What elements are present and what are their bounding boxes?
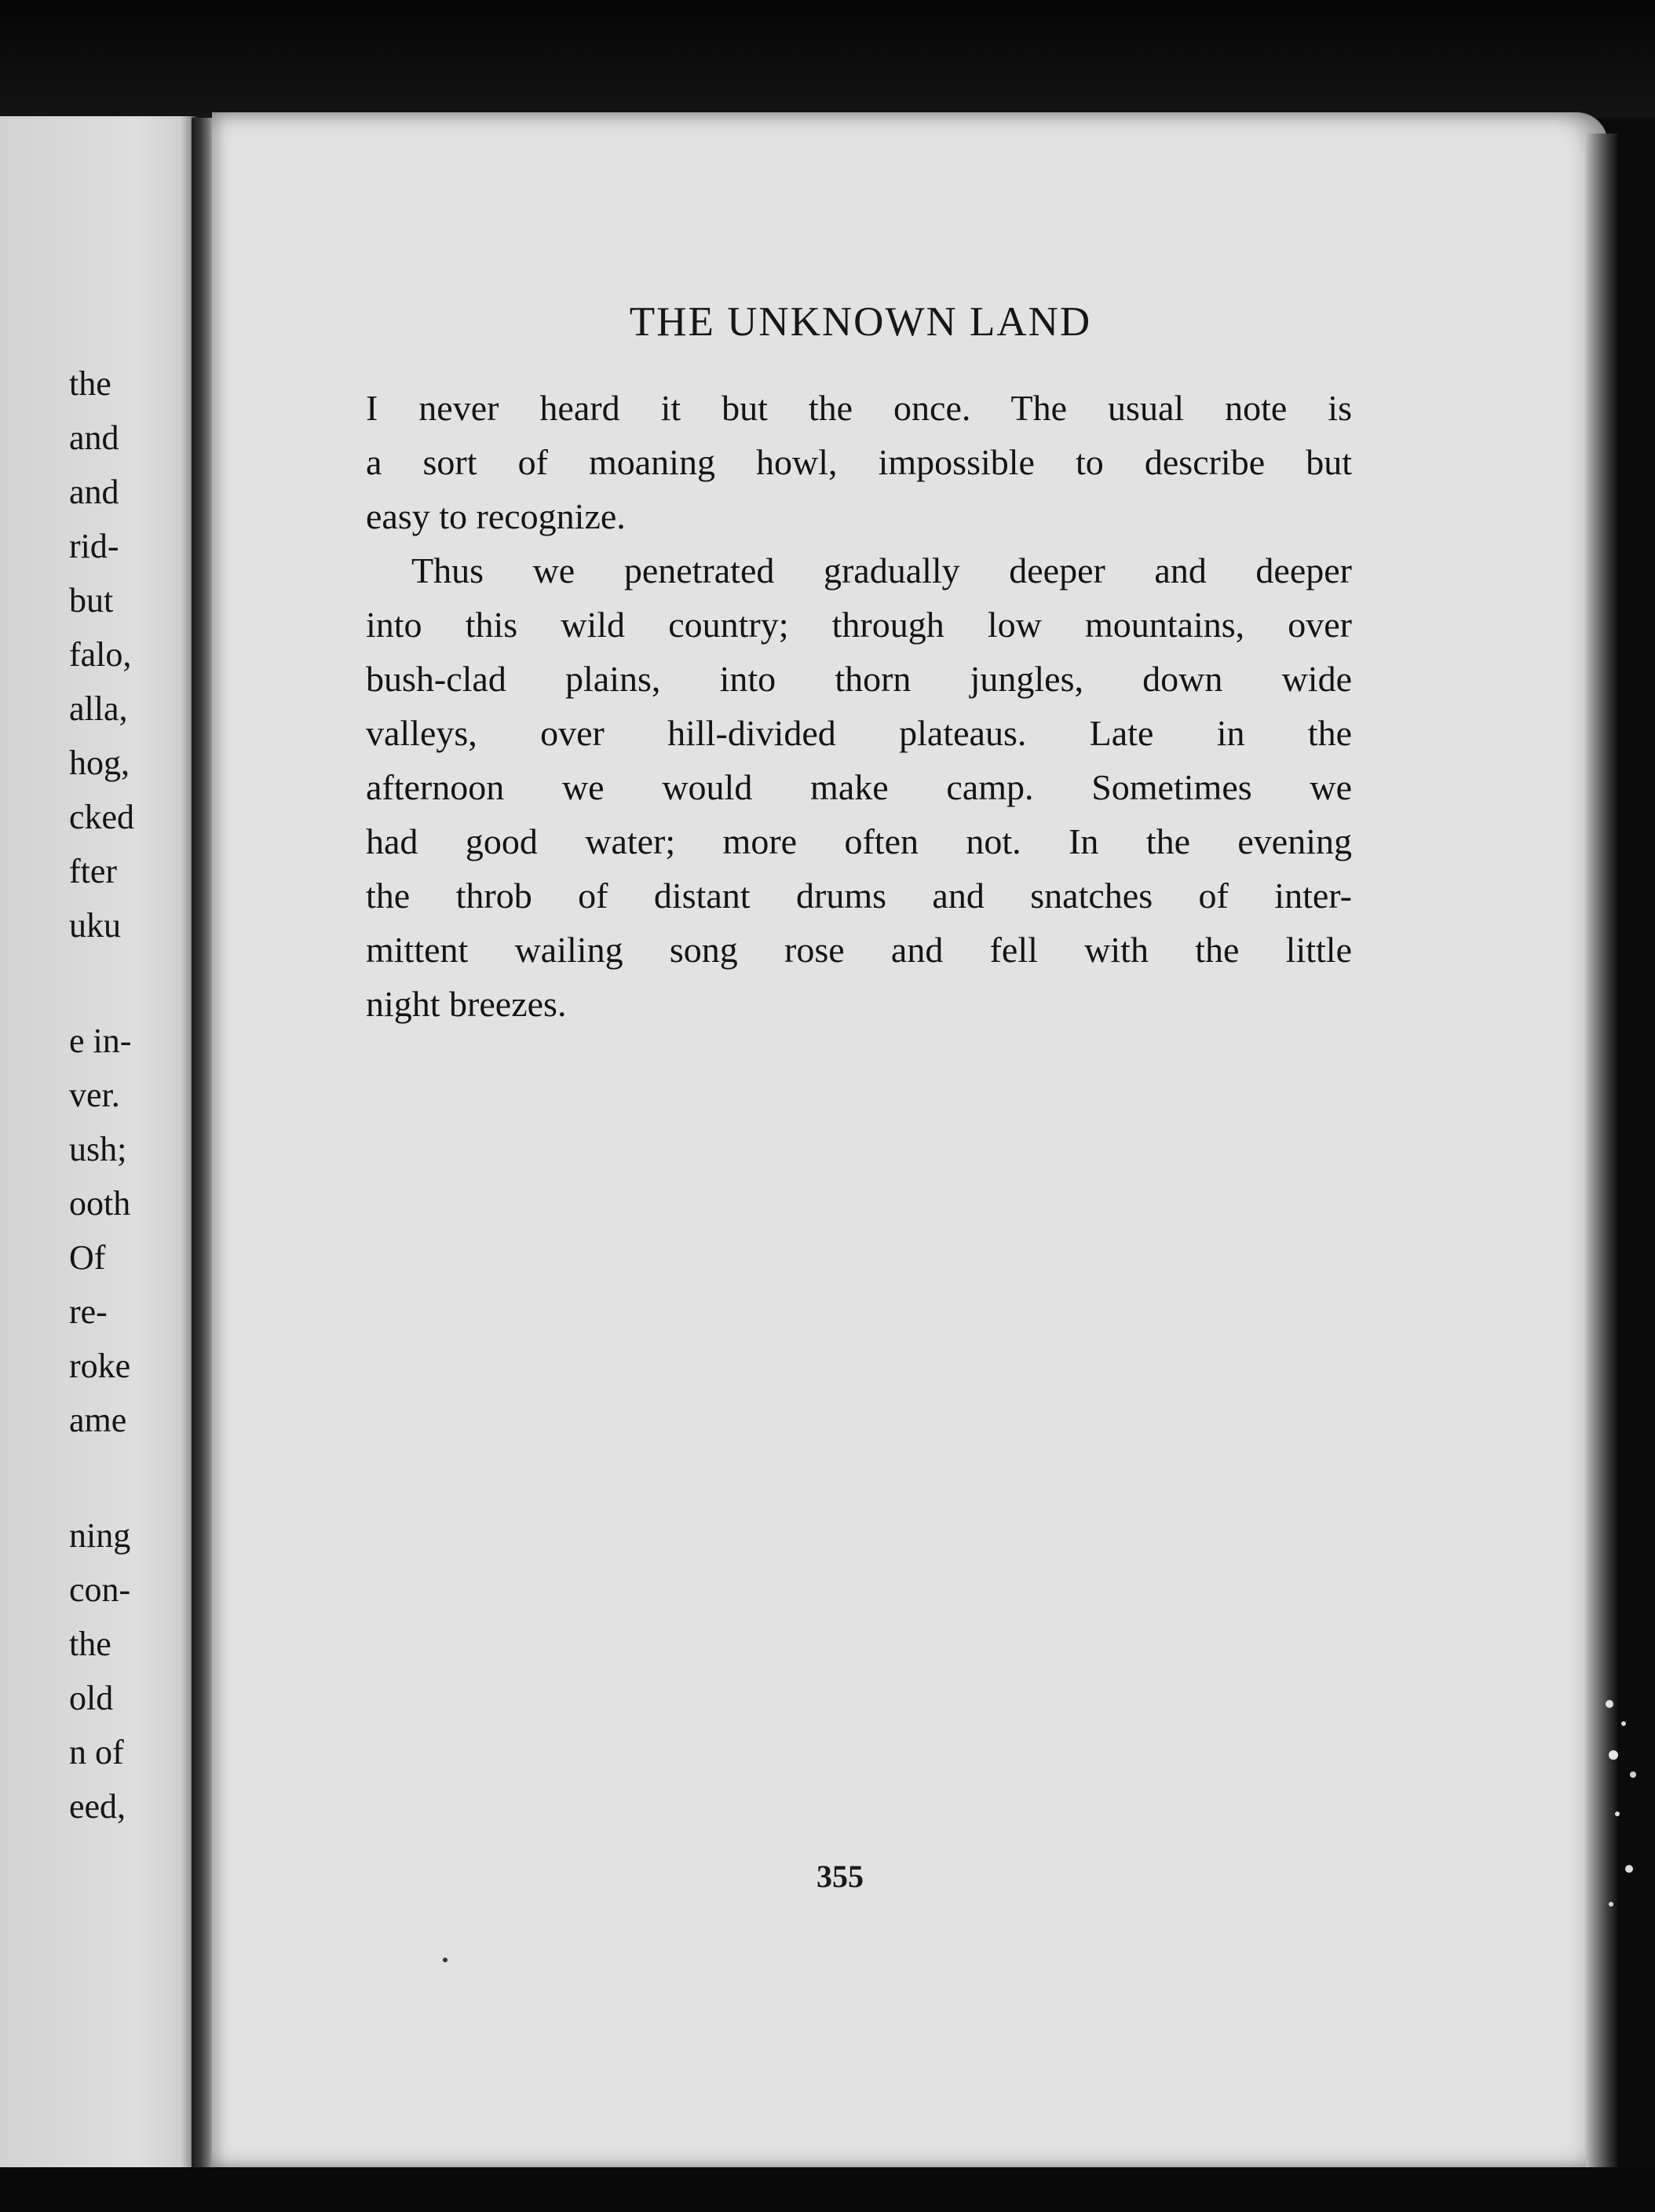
text-line: into this wild country; through low mountains, over <box>366 605 1352 645</box>
text-line: afternoon we would make camp. Sometimes we <box>366 767 1352 807</box>
left-line: uku <box>69 906 121 945</box>
left-line: re- <box>69 1292 108 1331</box>
left-line: ning <box>69 1516 131 1555</box>
left-line: con- <box>69 1570 131 1609</box>
left-line: eed, <box>69 1787 126 1826</box>
left-line: Of <box>69 1238 106 1277</box>
text-line: the throb of distant drums and snatches of inter- <box>366 876 1352 916</box>
text-line: valleys, over hill-divided plateaus. Late in the <box>366 713 1352 753</box>
ink-speck <box>443 1958 448 1962</box>
text-line: night breezes. <box>366 984 567 1024</box>
text-line: a sort of moaning howl, impossible to describe but <box>366 442 1352 482</box>
left-line: ver. <box>69 1076 120 1114</box>
text-line: I never heard it but the once. The usual note is <box>366 388 1352 428</box>
scanner-background <box>0 0 1655 118</box>
left-line: fter <box>69 852 118 890</box>
left-line: hog, <box>69 744 130 782</box>
left-line: old <box>69 1679 114 1717</box>
page-number: 355 <box>817 1859 864 1894</box>
left-line: the <box>69 364 111 403</box>
left-page-fragment <box>0 116 196 2170</box>
text-line: mittent wailing song rose and fell with the little <box>366 930 1352 970</box>
scanner-background-bottom <box>0 2167 1655 2212</box>
left-line: roke <box>69 1347 131 1385</box>
text-line: bush-clad plains, into thorn jungles, down wide <box>366 659 1352 699</box>
left-line: the <box>69 1625 111 1663</box>
left-line: cked <box>69 798 135 836</box>
left-line: and <box>69 473 119 511</box>
body-text <box>366 381 1352 1031</box>
left-line: ooth <box>69 1184 131 1223</box>
left-page-text <box>0 116 196 2170</box>
left-line: rid- <box>69 527 119 565</box>
left-line: and <box>69 419 119 457</box>
running-head: THE UNKNOWN LAND <box>629 299 1092 345</box>
left-line: e in- <box>69 1022 132 1060</box>
text-line: had good water; more often not. In the evening <box>366 821 1352 861</box>
left-line: n of <box>69 1733 124 1771</box>
left-line: ame <box>69 1401 127 1439</box>
left-line: falo, <box>69 635 132 674</box>
left-line: ush; <box>69 1130 127 1168</box>
text-line: easy to recognize. <box>366 496 626 536</box>
text-line: Thus we penetrated gradually deeper and deeper <box>411 550 1352 590</box>
left-line: alla, <box>69 689 128 728</box>
page-edge-damage <box>1594 1680 1649 1932</box>
left-line: but <box>69 581 114 620</box>
